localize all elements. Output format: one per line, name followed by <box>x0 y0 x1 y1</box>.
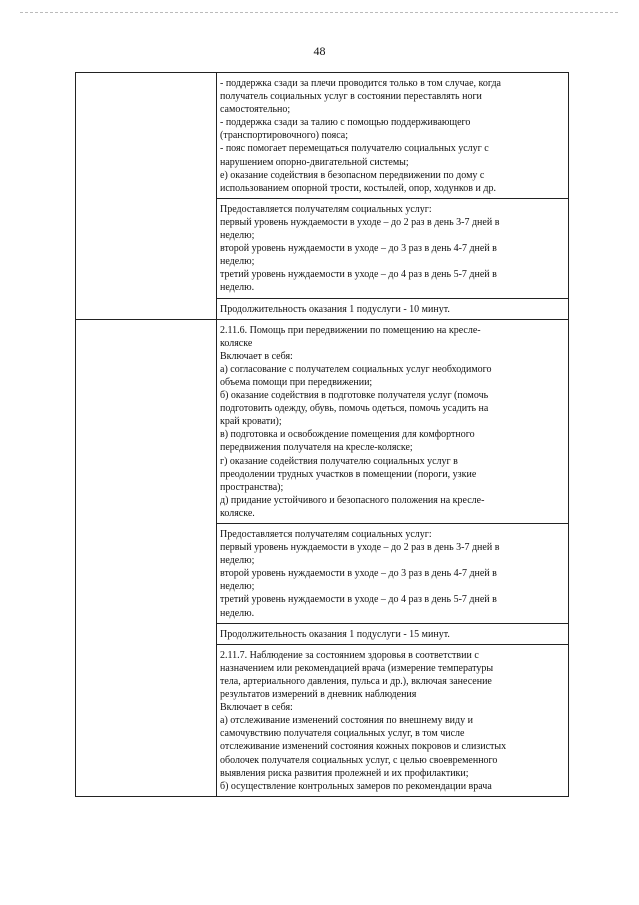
text-line: второй уровень нуждаемости в уходе – до 3 раз в день 4-7 дней в <box>220 568 497 580</box>
text-line: третий уровень нуждаемости в уходе – до 4 раз в день 5-7 дней в <box>220 594 497 606</box>
text-line: Предоставляется получателям социальных услуг: <box>220 203 432 215</box>
text-line: - поддержка сзади за талию с помощью поддерживающего <box>220 117 471 129</box>
text-line: назначением или рекомендацией врача (измерение температуры <box>220 662 494 674</box>
text-line: первый уровень нуждаемости в уходе – до 2 раз в день 3-7 дней в <box>220 542 500 554</box>
text-line: отслеживание изменений состояния кожных покровов и слизистых <box>220 741 507 753</box>
text-line: неделю. <box>220 607 255 619</box>
text-line: самостоятельно; <box>220 104 291 116</box>
text-line: е) оказание содействия в безопасном передвижении по дому с <box>220 169 485 181</box>
scan-edge-line <box>20 12 618 13</box>
table-row <box>76 319 569 523</box>
left-column-cell <box>76 319 217 796</box>
text-line: подготовить одежду, обувь, помочь одеться, помочь усадить на <box>220 403 489 415</box>
text-line: второй уровень нуждаемости в уходе – до 3 раз в день 4-7 дней в <box>220 243 497 255</box>
text-cell <box>217 198 569 298</box>
text-line: оболочек получателя социальных услуг, с целью своевременного <box>220 754 498 766</box>
text-line: (транспортировочного) пояса; <box>220 130 348 142</box>
text-line: третий уровень нуждаемости в уходе – до 4 раз в день 5-7 дней в <box>220 269 497 281</box>
text-line: коляске. <box>220 507 255 519</box>
text-line: нарушением опорно-двигательной системы; <box>220 156 409 168</box>
table-row <box>76 73 569 199</box>
text-line: тела, артериального давления, пульса и др.), включая занесение <box>220 675 492 687</box>
text-line: 2.11.7. Наблюдение за состоянием здоровья в соответствии с <box>220 649 479 661</box>
text-line: - поддержка сзади за плечи проводится только в том случае, когда <box>220 78 501 89</box>
text-line: выявления риска развития пролежней и их профилактики; <box>220 767 469 779</box>
text-line: д) придание устойчивого и безопасного положения на кресле- <box>220 494 485 506</box>
text-cell <box>217 623 569 644</box>
text-line: объема помощи при передвижении; <box>220 376 373 388</box>
text-line: край кровати); <box>220 416 282 428</box>
text-cell <box>217 319 569 523</box>
text-line: передвижения получателя на кресле-коляске; <box>220 442 413 454</box>
text-line: в) подготовка и освобождение помещения для комфортного <box>220 429 475 441</box>
text-cell <box>217 524 569 624</box>
text-line: Включает в себя: <box>220 350 293 362</box>
text-line: первый уровень нуждаемости в уходе – до 2 раз в день 3-7 дней в <box>220 216 500 228</box>
text-cell <box>217 644 569 796</box>
text-line: неделю; <box>220 256 255 268</box>
text-cell <box>217 73 569 199</box>
text-line: пространства); <box>220 481 284 493</box>
text-line: неделю; <box>220 555 255 567</box>
text-line: 2.11.6. Помощь при передвижении по помещению на кресле- <box>220 324 481 336</box>
text-cell <box>217 298 569 319</box>
text-line: б) оказание содействия в подготовке получателя услуг (помочь <box>220 390 489 402</box>
text-line: г) оказание содействия получателю социальных услуг в <box>220 455 458 467</box>
text-line: неделю; <box>220 581 255 593</box>
text-line: результатов измерений в дневник наблюдения <box>220 689 417 701</box>
text-line: Предоставляется получателям социальных услуг: <box>220 529 432 540</box>
services-table <box>75 72 569 797</box>
text-line: преодолении трудных участков в помещении (пороги, узкие <box>220 468 477 480</box>
text-line: использованием опорной трости, костылей, опор, ходунков и др. <box>220 182 496 194</box>
text-line: Включает в себя: <box>220 702 293 714</box>
text-line: а) согласование с получателем социальных услуг необходимого <box>220 363 492 375</box>
text-line: неделю; <box>220 230 255 242</box>
text-line: получатель социальных услуг в состоянии переставлять ноги <box>220 91 482 103</box>
text-line: коляске <box>220 337 253 349</box>
left-column-cell <box>76 73 217 320</box>
text-line: б) осуществление контрольных замеров по рекомендации врача <box>220 780 492 792</box>
text-line: Продолжительность оказания 1 подуслуги - 10 минут. <box>220 303 450 315</box>
page-number: 48 <box>313 44 326 58</box>
text-line: неделю. <box>220 282 255 294</box>
text-line: самочувствию получателя социальных услуг, в том числе <box>220 728 465 740</box>
text-line: - пояс помогает перемещаться получателю социальных услуг с <box>220 143 489 155</box>
text-line: Продолжительность оказания 1 подуслуги - 15 минут. <box>220 628 450 640</box>
text-line: а) отслеживание изменений состояния по внешнему виду и <box>220 715 473 727</box>
